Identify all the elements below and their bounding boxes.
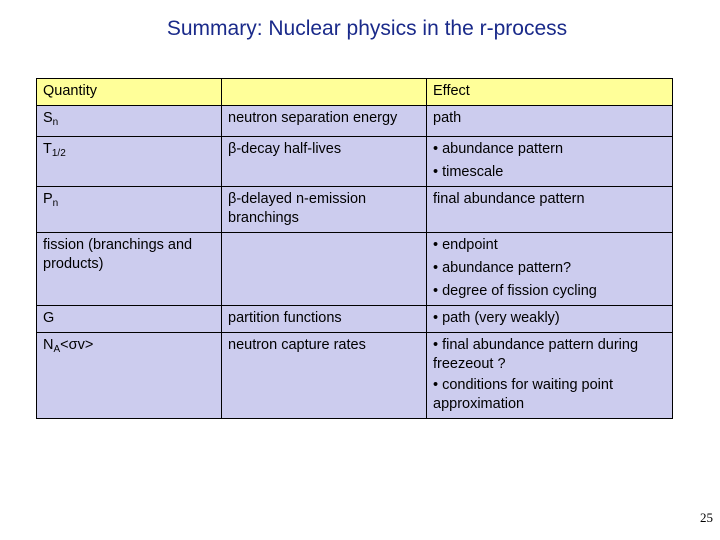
row-quantity: G	[37, 306, 222, 333]
row-effect	[427, 106, 673, 137]
header-quantity: Quantity	[37, 79, 222, 106]
quantity-subscript: A	[53, 344, 61, 355]
quantity-subscript: n	[52, 117, 59, 128]
row-quantity	[37, 333, 222, 419]
quantity-symbol: P	[43, 191, 53, 207]
effect-item: • conditions for waiting point approximation	[433, 377, 613, 412]
row-description	[222, 233, 427, 306]
quantity-subscript: 1/2	[51, 148, 66, 159]
row-description: β-delayed n-emission branchings	[222, 187, 427, 233]
header-effect: Effect	[427, 79, 673, 106]
row-effect	[427, 187, 673, 233]
row-quantity	[37, 137, 222, 187]
row-description: neutron capture rates	[222, 333, 427, 419]
effect-item: final abundance pattern	[433, 191, 585, 207]
slide-title: Summary: Nuclear physics in the r-process	[166, 17, 568, 40]
row-quantity	[37, 106, 222, 137]
slide-number: 25	[700, 510, 713, 525]
row-effect	[427, 233, 673, 306]
header-middle	[222, 79, 427, 106]
row-description: neutron separation energy	[222, 106, 427, 137]
effect-item: • final abundance pattern during freezeout ?	[433, 337, 651, 372]
quantity-symbol: S	[43, 110, 53, 126]
row-effect	[427, 333, 673, 419]
effect-item: • timescale	[433, 164, 504, 180]
quantity-subscript: n	[52, 198, 59, 209]
row-quantity	[37, 187, 222, 233]
table-row	[37, 137, 673, 187]
effect-item: path	[433, 110, 462, 126]
table-header-row	[37, 79, 673, 106]
effect-item: • degree of fission cycling	[433, 283, 597, 299]
summary-table	[36, 78, 673, 419]
table-row	[37, 333, 673, 419]
table-row	[37, 306, 673, 333]
row-effect	[427, 306, 673, 333]
effect-item: • abundance pattern?	[433, 260, 572, 276]
effect-item: • abundance pattern	[433, 141, 564, 157]
row-quantity: fission (branchings and products)	[37, 233, 222, 306]
table-row	[37, 187, 673, 233]
quantity-tail: <σv>	[60, 337, 94, 353]
effect-item: • path (very weakly)	[433, 310, 560, 326]
row-effect	[427, 137, 673, 187]
quantity-symbol: N	[43, 337, 54, 353]
table-row	[37, 106, 673, 137]
effect-item: • endpoint	[433, 237, 498, 253]
quantity-symbol: T	[43, 141, 52, 157]
row-description: β-decay half-lives	[222, 137, 427, 187]
table-row	[37, 233, 673, 306]
row-description: partition functions	[222, 306, 427, 333]
